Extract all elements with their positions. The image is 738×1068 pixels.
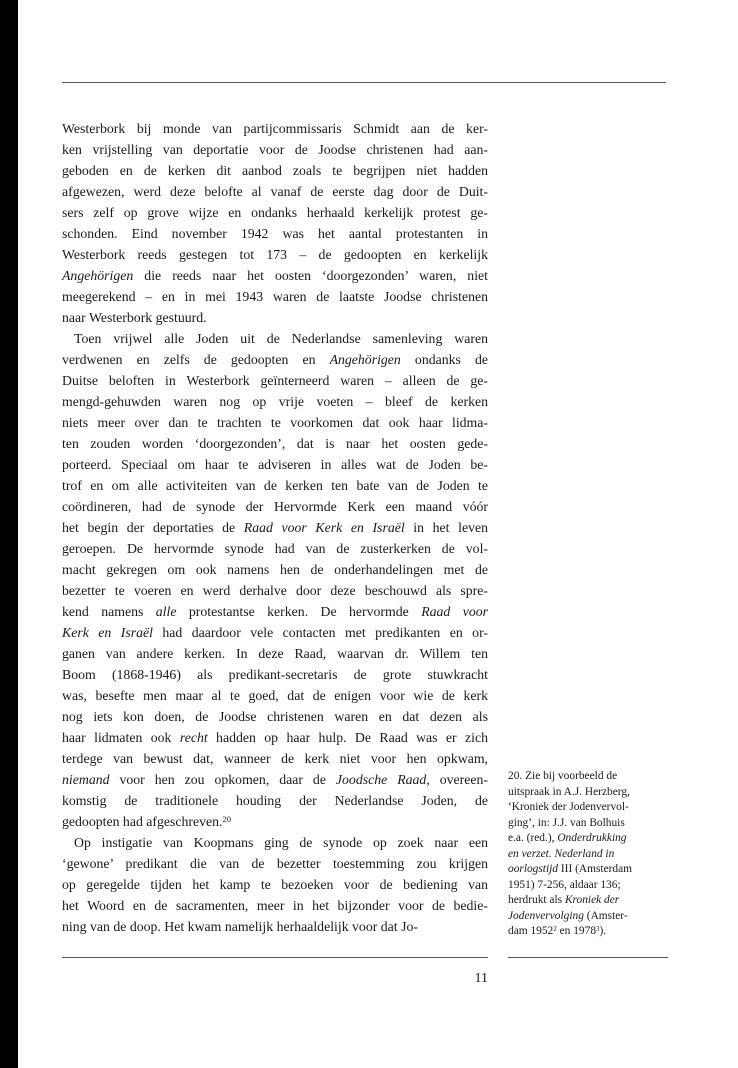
text-run: terdege van bewust dat, wanneer de kerk niet voor hen opkwam, [62,751,488,766]
main-text-column [62,118,488,937]
text-line [508,785,670,801]
text-line [62,475,488,496]
text-run: ‘Kroniek der Jodenvervol- [508,801,629,813]
text-run: geroepen. De hervormde synode had van de zusterkerken de vol- [62,541,488,556]
italic-text: niemand [62,772,110,787]
text-run: gedoopten had afgeschreven. [62,814,223,829]
text-line [62,181,488,202]
italic-text: Angehörigen [62,268,134,283]
text-line [62,286,488,307]
text-line [62,874,488,895]
text-line [62,433,488,454]
text-run: uitspraak in A.J. Herzberg, [508,785,630,798]
text-run: mengd-gehuwden waren nog op vrije voeten – bleef de kerken [62,394,488,409]
text-line [62,139,488,160]
text-run: hadden op haar hulp. De Raad was er zich [207,730,488,745]
italic-text: Raad voor Kerk en Israël [243,520,405,535]
text-line [62,664,488,685]
text-line [62,685,488,706]
text-run: macht gekregen om ook namens hen de onderhandelingen met de [62,562,488,577]
header-rule [62,82,666,83]
text-run: ten zouden worden ‘doorgezonden’, dat is naar het oosten gede- [62,436,488,451]
text-line [62,244,488,265]
italic-text: recht [179,730,208,745]
text-line [62,853,488,874]
text-run: herdrukt als [508,894,565,906]
text-run: Boom (1868-1946) als predikant-secretaris de grote stuwkracht [62,667,488,682]
text-line [62,349,488,370]
footnote-marker: 20 [222,814,232,825]
text-run: ondanks de [400,352,488,367]
text-run: het begin der deportaties de [62,520,244,535]
footnote-marker: 3 [596,924,600,933]
text-run: geboden en de kerken dit aanbod zoals te begrijpen niet hadden [62,163,488,178]
text-run: 1951) 7-256, aldaar 136; [508,878,621,891]
text-run: nog iets kon doen, de Joodse christenen waren en dat dezen als [62,709,488,724]
text-line [62,643,488,664]
text-run: trof en om alle activiteiten van de kerken ten bate van de Joden te [62,478,488,493]
footnote-bottom-rule [508,957,668,958]
text-run: haar lidmaten ook [62,730,180,745]
footnote-marker: 2 [553,924,557,933]
text-line [508,909,670,925]
footnote-20 [508,769,670,940]
text-run: Duitse beloften in Westerbork geïnterneerd waren – alleen de ge- [62,373,488,388]
text-line [62,748,488,769]
text-run: , overeen- [426,772,488,787]
text-line [508,878,670,894]
binding-edge [0,0,18,1068]
text-line [62,328,488,349]
page-number: 11 [474,971,488,986]
text-line [62,895,488,916]
text-run: voor hen zou opkomen, daar de [109,772,336,787]
italic-text: alle [155,604,177,619]
italic-text: Jodenvervolging [508,909,584,922]
text-run: ‘gewone’ predikant die van de bezetter toestemming zou krijgen [62,856,488,871]
text-line [62,559,488,580]
italic-text: Kroniek der [564,894,620,906]
text-run: had daardoor vele contacten met predikanten en or- [152,625,488,640]
text-line [62,454,488,475]
text-run: Op instigatie van Koopmans ging de synode op zoek naar een [74,835,488,850]
text-run: 20. Zie bij voorbeeld de [508,770,618,782]
text-bottom-rule [62,957,488,958]
text-run: naar Westerbork gestuurd. [62,310,207,325]
text-run: ning van de doop. Het kwam namelijk herhaaldelijk voor dat Jo- [62,919,418,934]
text-line [62,769,488,790]
italic-text: Kerk en Israël [62,625,153,640]
text-line [62,118,488,139]
text-line [508,893,670,909]
italic-text: Joodsche Raad [335,772,427,787]
text-line [62,265,488,286]
text-run: sers zelf op grove wijze en ondanks herhaald kerkelijk protest ge- [62,205,488,220]
text-line [508,816,670,832]
text-line [62,727,488,748]
text-line [508,831,670,847]
text-run: ganen van andere kerken. In deze Raad, waarvan dr. Willem ten [62,646,488,661]
italic-text: Onderdrukking [557,832,627,844]
text-run: niets meer over dan te trachten te voorkomen dat ook haar lidma- [62,415,488,430]
text-run: bezetter te voeren en werd derhalve door deze beschouwd als spre- [62,583,488,598]
text-line [62,580,488,601]
text-line [62,832,488,853]
text-run: Toen vrijwel alle Joden uit de Nederlandse samenleving waren [74,331,488,346]
text-run: e.a. (red.), [508,832,558,844]
italic-text: Angehörigen [329,352,401,367]
text-run: (Amster- [583,909,628,922]
text-line [508,800,670,816]
italic-text: en verzet. Nederland in [508,847,615,860]
text-line [62,706,488,727]
italic-text: Raad voor [421,604,488,619]
text-run: in het leven [404,520,488,535]
text-line [62,790,488,811]
text-line [62,811,488,832]
text-line [62,517,488,538]
text-run: en 1978 [556,925,597,937]
text-run: was, besefte men maar al te goed, dat de enigen voor wie de kerk [62,688,488,703]
text-line [62,538,488,559]
text-line [508,924,670,940]
text-line [508,862,670,878]
text-line [62,412,488,433]
text-run: het Woord en de sacramenten, meer in het bijzonder voor de bedie- [62,898,488,913]
text-run: Westerbork bij monde van partijcommissaris Schmidt aan de ker- [62,121,488,136]
text-line [62,202,488,223]
text-line [62,307,488,328]
text-run: ). [599,925,607,937]
text-run: protestantse kerken. De hervormde [176,604,422,619]
text-run: porteerd. Speciaal om haar te adviseren in alles wat de Joden be- [62,457,488,472]
text-line [508,769,670,785]
text-run: verdwenen en zelfs de gedoopten en [62,352,330,367]
text-line [62,916,488,937]
text-line [62,223,488,244]
text-line [62,601,488,622]
text-run: meegerekend – en in mei 1943 waren de laatste Joodse christenen [62,289,488,304]
text-run: kend namens [62,604,156,619]
text-run: ken vrijstelling van deportatie voor de Joodse christenen had aan- [62,142,488,157]
text-line [62,622,488,643]
italic-text: oorlogstijd [508,863,559,875]
text-run: coördineren, had de synode der Hervormde Kerk een maand vóór [62,499,488,514]
text-run: schonden. Eind november 1942 was het aantal protestanten in [62,226,488,241]
text-run: ging’, in: J.J. van Bolhuis [508,816,625,829]
text-line [62,160,488,181]
text-run: III (Amsterdam [558,863,633,875]
text-run: komstig de traditionele houding der Nederlandse Joden, de [62,793,488,808]
text-line [62,496,488,517]
text-line [508,847,670,863]
text-line [62,391,488,412]
text-run: op geregelde tijden het kamp te bezoeken voor de bediening van [62,877,488,892]
text-run: afgewezen, werd deze belofte al vanaf de eerste dag door de Duit- [62,184,488,199]
text-run: Westerbork reeds gestegen tot 173 – de gedoopten en kerkelijk [62,247,488,262]
text-run: die reeds naar het oosten ‘doorgezonden’ waren, niet [133,268,488,283]
text-run: dam 1952 [508,925,554,937]
text-line [62,370,488,391]
